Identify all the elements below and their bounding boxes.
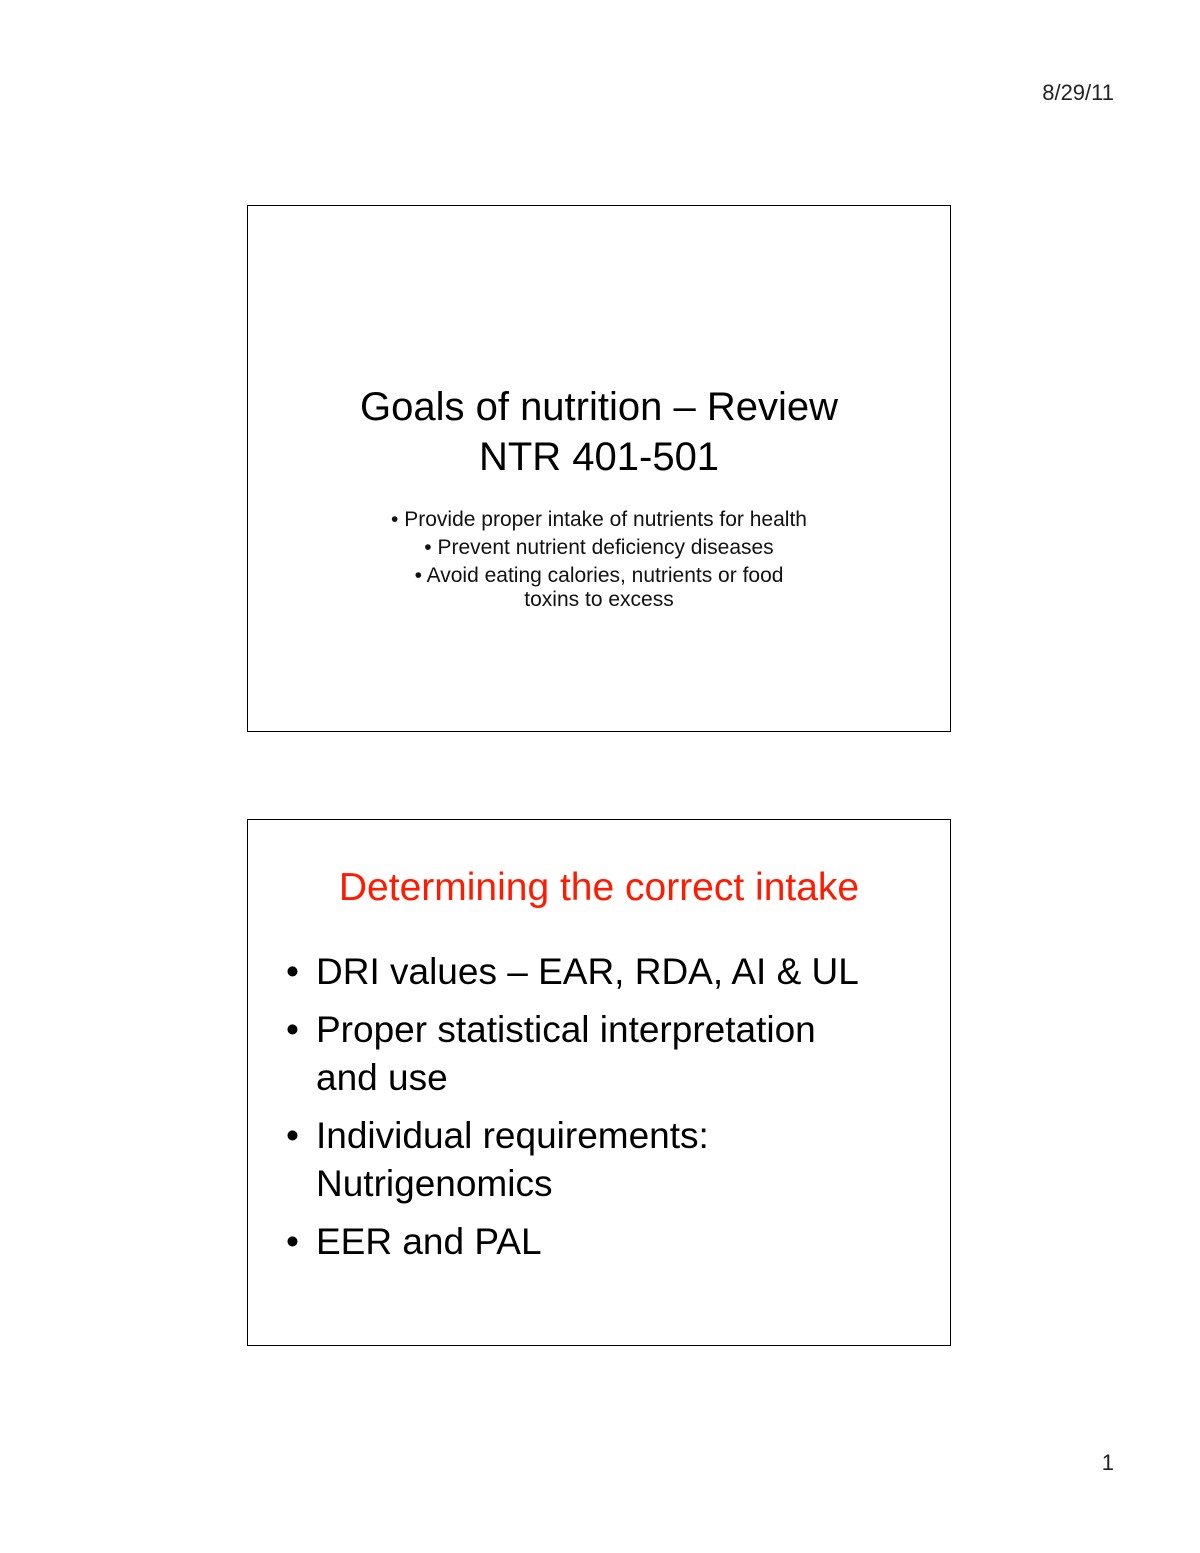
bullet-text: Proper statistical interpretation <box>316 1009 816 1050</box>
slide-1-bullet-list <box>248 507 950 611</box>
bullet-marker: • <box>391 508 399 531</box>
page-number: 1 <box>1101 1450 1114 1475</box>
page-date: 8/29/11 <box>1042 80 1114 105</box>
slide-2-bullet-item <box>286 1112 926 1208</box>
slide-2-bullet-list <box>286 948 926 1276</box>
bullet-text-continuation: Nutrigenomics <box>316 1163 553 1204</box>
slide-2-bullet-item <box>286 1218 926 1266</box>
bullet-text-continuation: and use <box>316 1057 448 1098</box>
slide-goals-of-nutrition <box>247 205 951 732</box>
bullet-marker: • <box>286 1221 299 1262</box>
bullet-text: Prevent nutrient deficiency diseases <box>437 536 774 559</box>
bullet-text: Individual requirements: <box>316 1115 709 1156</box>
bullet-text: Avoid eating calories, nutrients or food <box>426 564 784 587</box>
slide-determining-intake <box>247 819 951 1346</box>
bullet-text: DRI values – EAR, RDA, AI & UL <box>316 951 859 992</box>
slide-2-bullet-item <box>286 948 926 996</box>
bullet-marker: • <box>286 1009 299 1050</box>
slide-1-bullet-continuation: toxins to excess <box>524 588 674 611</box>
bullet-text: EER and PAL <box>316 1221 542 1262</box>
slide-1-bullet-item <box>248 563 950 589</box>
slide-1-title <box>248 382 950 482</box>
slide-1-title-line-2: NTR 401-501 <box>478 435 720 479</box>
slide-2-bullet-item <box>286 1006 926 1102</box>
slide-1-bullet-item <box>248 535 950 561</box>
bullet-marker: • <box>286 1115 299 1156</box>
slide-1-bullet-item <box>248 507 950 533</box>
slide-2-title: Determining the correct intake <box>338 866 860 909</box>
bullet-marker: • <box>286 951 299 992</box>
bullet-marker: • <box>424 536 432 559</box>
bullet-text: Provide proper intake of nutrients for health <box>404 508 807 531</box>
slide-1-title-line-1: Goals of nutrition – Review <box>359 385 838 429</box>
bullet-marker: • <box>414 564 422 587</box>
